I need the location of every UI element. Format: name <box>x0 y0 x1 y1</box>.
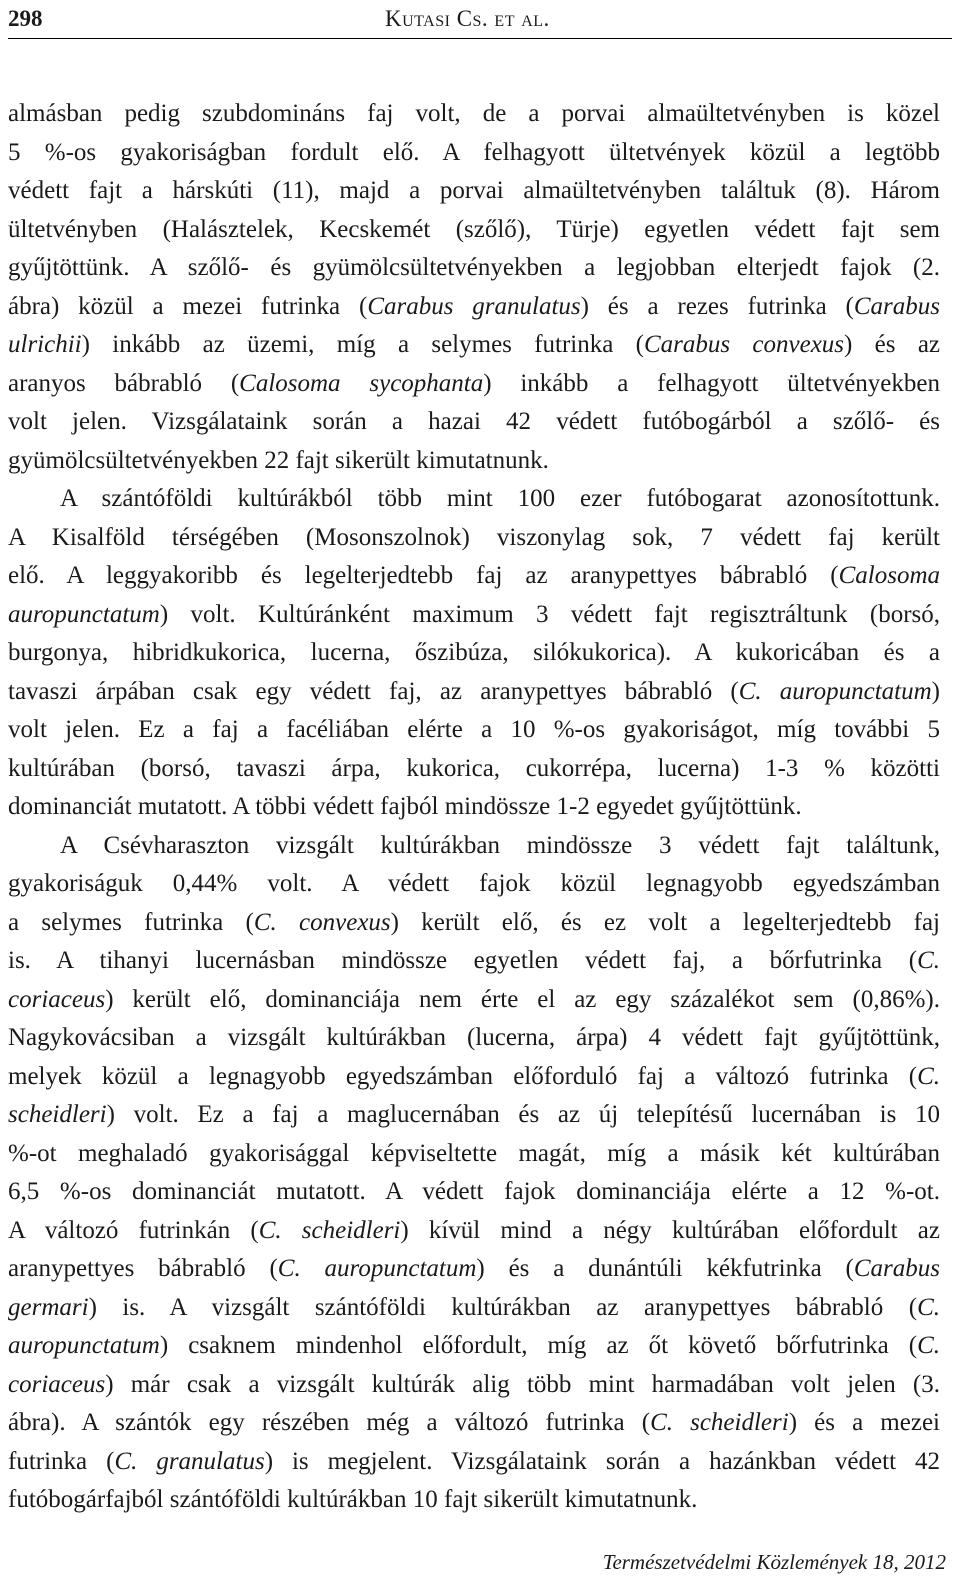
text-line: coriaceus) már csak a vizsgált kultúrák alig több mint harmadában volt jelen (3. <box>8 1370 940 1398</box>
text-line: gyakoriságuk 0,44% volt. A védett fajok közül legnagyobb egyedszámban <box>8 870 940 897</box>
text-line: ábra). A szántók egy részében még a változó futrinka (C. scheidleri) és a mezei <box>8 1409 940 1436</box>
running-head-author: Kutasi Cs. et al. <box>385 6 550 31</box>
text-line: aranypettyes bábrabló (C. auropunctatum) és a dunántúli kékfutrinka (Carabus <box>8 1255 940 1282</box>
text-line: %-ot meghaladó gyakorisággal képviseltette magát, míg a másik két kultúrában <box>8 1139 940 1167</box>
text-line: is. A tihanyi lucernásban mindössze egyetlen védett faj, a bőrfutrinka (C. <box>8 947 940 974</box>
running-head <box>385 6 550 32</box>
text-line: A Kisalföld térségében (Mosonszolnok) viszonylag sok, 7 védett faj került <box>8 523 940 551</box>
text-line: volt jelen. Ez a faj a facéliában elérte a 10 %-os gyakoriságot, míg további 5 <box>8 716 940 743</box>
text-line: A Csévharaszton vizsgált kultúrákban mindössze 3 védett fajt találtunk, <box>60 831 940 859</box>
text-line: ulrichii) inkább az üzemi, míg a selymes futrinka (Carabus convexus) és az <box>8 331 941 358</box>
text-line: volt jelen. Vizsgálataink során a hazai 42 védett futóbogárból a szőlő- és <box>8 408 940 435</box>
text-line: a selymes futrinka (C. convexus) került elő, és ez volt a legelterjedtebb faj <box>8 908 940 936</box>
text-line: auropunctatum) volt. Kultúránként maximum 3 védett fajt regisztráltunk (borsó, <box>8 600 940 628</box>
text-line: védett fajt a hárskúti (11), majd a porvai almaültetvényben találtuk (8). Három <box>8 177 940 204</box>
text-line: ültetvényben (Halásztelek, Kecskemét (szőlő), Türje) egyetlen védett fajt sem <box>8 215 940 243</box>
page-number: 298 <box>8 6 43 31</box>
text-line: gyümölcsültetvényekben 22 fajt sikerült kimutatnunk. <box>8 446 549 474</box>
text-line: almásban pedig szubdomináns faj volt, de a porvai almaültetvényben is közel <box>8 100 940 127</box>
text-line: germari) is. A vizsgált szántóföldi kultúrákban az aranypettyes bábrabló (C. <box>8 1293 940 1321</box>
text-line: tavaszi árpában csak egy védett faj, az aranypettyes bábrabló (C. auropunctatum) <box>8 677 940 705</box>
text-line: melyek közül a legnagyobb egyedszámban előforduló faj a változó futrinka (C. <box>8 1062 940 1090</box>
header-rule <box>8 38 952 39</box>
text-line: auropunctatum) csaknem mindenhol előfordult, míg az őt követő bőrfutrinka (C. <box>8 1332 940 1359</box>
page-header <box>0 0 960 40</box>
text-line: futóbogárfajból szántóföldi kultúrákban 10 fajt sikerült kimutatnunk. <box>8 1486 698 1513</box>
text-line: gyűjtöttünk. A szőlő- és gyümölcsültetvényekben a legjobban elterjedt fajok (2. <box>8 254 940 281</box>
text-line: futrinka (C. granulatus) is megjelent. Vizsgálataink során a hazánkban védett 42 <box>8 1447 940 1475</box>
text-line: dominanciát mutatott. A többi védett fajból mindössze 1-2 egyedet gyűjtöttünk. <box>8 793 802 820</box>
body-text <box>8 95 940 1520</box>
text-line: kultúrában (borsó, tavaszi árpa, kukorica, cukorrépa, lucerna) 1-3 % közötti <box>8 754 940 782</box>
text-line: 6,5 %-os dominanciát mutatott. A védett fajok dominanciája elérte a 12 %-ot. <box>8 1178 940 1205</box>
journal-footer: Természetvédelmi Közlemények 18, 2012 <box>602 1550 946 1574</box>
text-line: burgonya, hibridkukorica, lucerna, őszibúza, silókukorica). A kukoricában és a <box>8 639 940 666</box>
text-line: Nagykovácsiban a vizsgált kultúrákban (lucerna, árpa) 4 védett fajt gyűjtöttünk, <box>8 1024 940 1051</box>
text-line: ábra) közül a mezei futrinka (Carabus granulatus) és a rezes futrinka (Carabus <box>8 292 941 320</box>
text-line: elő. A leggyakoribb és legelterjedtebb faj az aranypettyes bábrabló (Calosoma <box>8 562 940 589</box>
text-line: coriaceus) került elő, dominanciája nem érte el az egy százalékot sem (0,86%). <box>8 985 940 1013</box>
text-line: 5 %-os gyakoriságban fordult elő. A felhagyott ültetvények közül a legtöbb <box>8 138 940 166</box>
text-line: aranyos bábrabló (Calosoma sycophanta) inkább a felhagyott ültetvényekben <box>8 369 940 397</box>
text-line: scheidleri) volt. Ez a faj a maglucernában és az új telepítésű lucernában is 10 <box>8 1101 940 1128</box>
text-line: A szántóföldi kultúrákból több mint 100 ezer futóbogarat azonosítottunk. <box>60 485 940 512</box>
text-line: A változó futrinkán (C. scheidleri) kívül mind a négy kultúrában előfordult az <box>8 1216 940 1244</box>
